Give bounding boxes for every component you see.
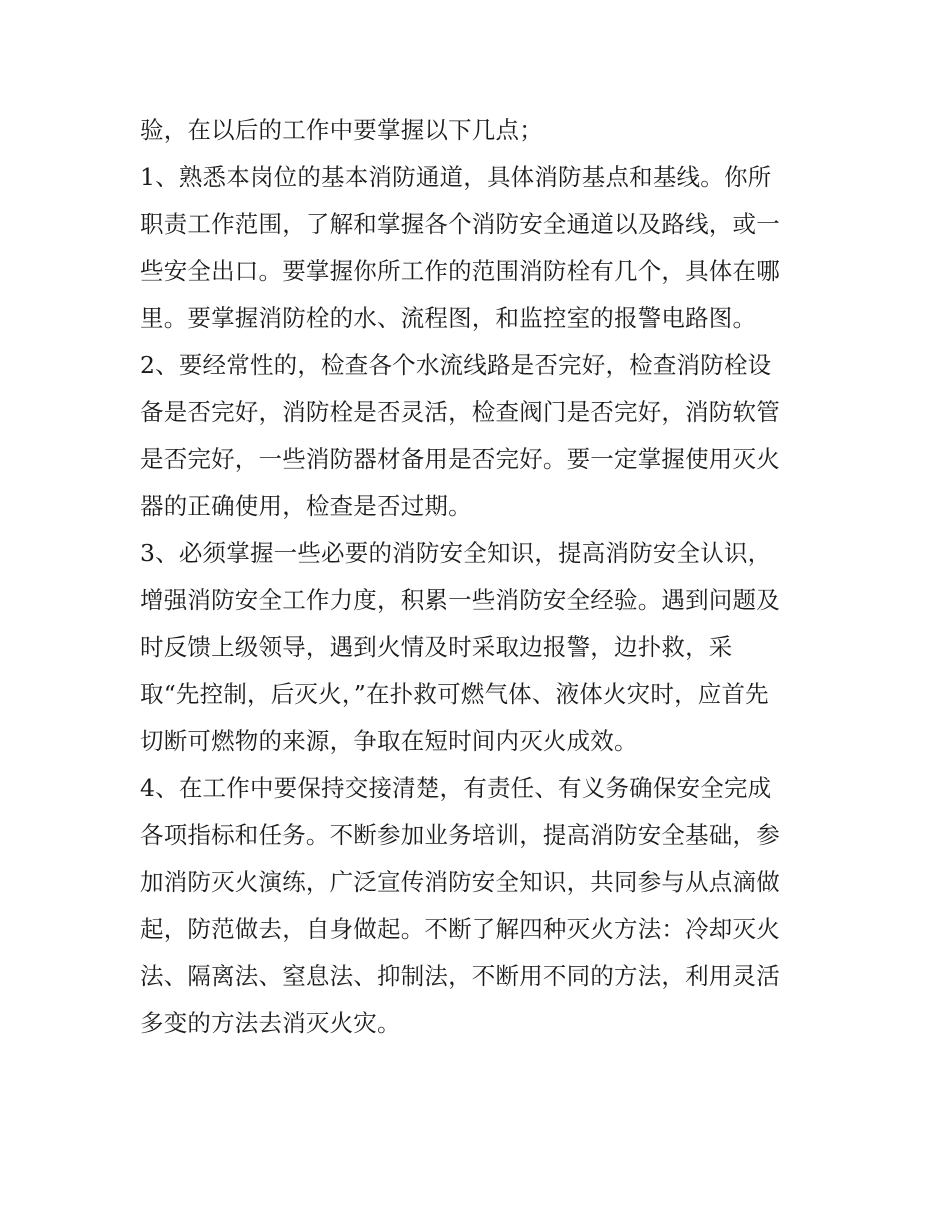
text-line: 起，防范做去，自身做起。不断了解四种灭火方法：冷却灭火 (140, 915, 780, 943)
text-line: 备是否完好，消防栓是否灵活，检查阀门是否完好，消防软管 (140, 398, 780, 426)
text-line: 里。要掌握消防栓的水、流程图，和监控室的报警电路图。 (140, 304, 757, 332)
text-line: 是否完好，一些消防器材备用是否完好。要一定掌握使用灭火 (140, 445, 780, 473)
text-line: 4、在工作中要保持交接清楚，有责任、有义务确保安全完成 (140, 774, 772, 802)
text-line: 验，在以后的工作中要掌握以下几点； (140, 116, 543, 144)
text-line: 2、要经常性的，检查各个水流线路是否完好，检查消防栓设 (140, 351, 772, 379)
text-line: 职责工作范围，了解和掌握各个消防安全通道以及路线，或一 (140, 210, 780, 238)
text-line: 各项指标和任务。不断参加业务培训，提高消防安全基础，参 (140, 821, 780, 849)
text-line: 多变的方法去消灭火灾。 (140, 1009, 401, 1037)
text-line: 3、必须掌握一些必要的消防安全知识，提高消防安全认识， (140, 539, 772, 567)
text-line: 些安全出口。要掌握你所工作的范围消防栓有几个，具体在哪 (140, 257, 780, 285)
text-line: 取“先控制，后灭火，”在扑救可燃气体、液体火灾时，应首先 (140, 680, 769, 708)
document-body (140, 107, 820, 1047)
text-line: 时反馈上级领导，遇到火情及时采取边报警，边扑救，采 (140, 633, 733, 661)
text-line: 加消防灭火演练，广泛宣传消防安全知识，共同参与从点滴做 (140, 868, 780, 896)
text-line: 增强消防安全工作力度，积累一些消防安全经验。遇到问题及 (140, 586, 780, 614)
text-line: 切断可燃物的来源，争取在短时间内灭火成效。 (140, 727, 638, 755)
text-line: 法、隔离法、窒息法、抑制法，不断用不同的方法，利用灵活 (140, 962, 780, 990)
text-line: 1、熟悉本岗位的基本消防通道，具体消防基点和基线。你所 (140, 163, 772, 191)
text-line: 器的正确使用，检查是否过期。 (140, 492, 472, 520)
